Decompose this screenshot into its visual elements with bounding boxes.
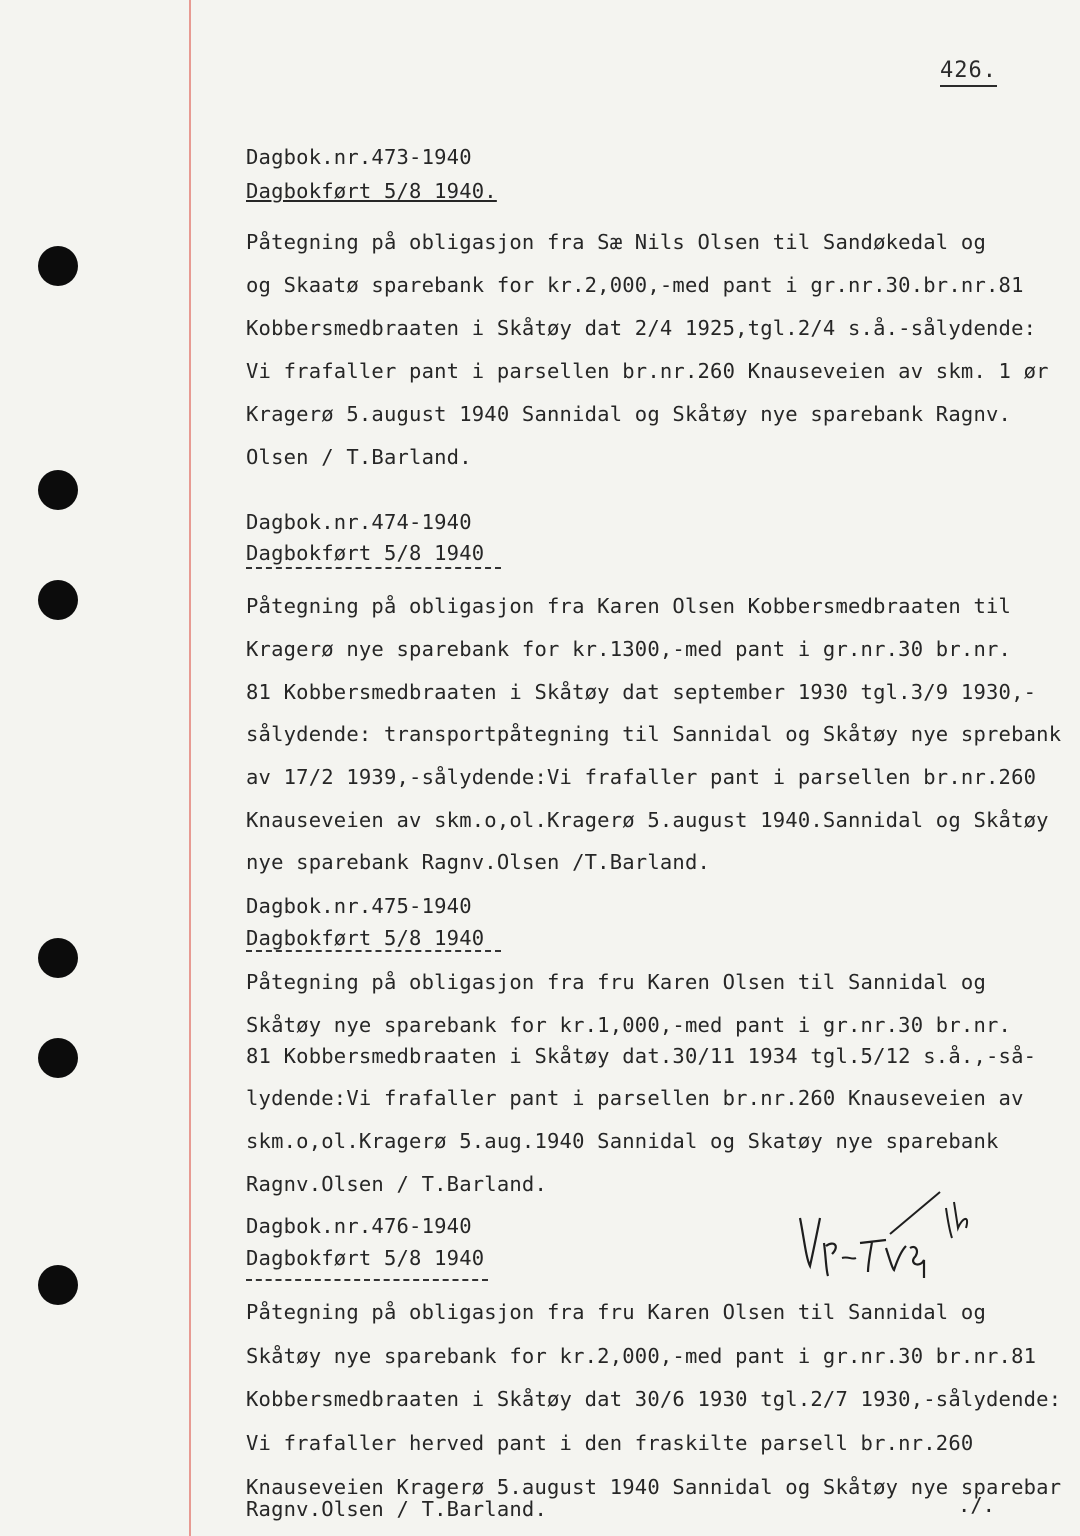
punch-hole <box>38 470 78 510</box>
entry-line: sålydende: transportpåtegning til Sannidal og Skåtøy nye sprebank <box>246 722 1062 746</box>
diary-number: Dagbok.nr.476-1940 <box>246 1214 472 1238</box>
dashed-rule <box>246 1279 488 1281</box>
closing-mark: ./. <box>958 1493 996 1517</box>
entry-line: Kobbersmedbraaten i Skåtøy dat 30/6 1930 tgl.2/7 1930,-sålydende: <box>246 1387 1062 1411</box>
dashed-rule <box>246 950 501 952</box>
diary-number: Dagbok.nr.474-1940 <box>246 510 472 534</box>
punch-hole <box>38 1265 78 1305</box>
entry-line: Påtegning på obligasjon fra Karen Olsen Kobbersmedbraaten til <box>246 594 1012 618</box>
entry-line: Skåtøy nye sparebank for kr.1,000,-med pant i gr.nr.30 br.nr. <box>246 1013 1012 1037</box>
entry-line: 81 Kobbersmedbraaten i Skåtøy dat.30/11 1934 tgl.5/12 s.å.,-så- <box>246 1044 1037 1068</box>
dashed-rule <box>246 567 501 569</box>
entry-line: Vi frafaller herved pant i den fraskilte parsell br.nr.260 <box>246 1431 974 1455</box>
diary-number: Dagbok.nr.473-1940 <box>246 145 472 169</box>
margin-rule <box>189 0 191 1536</box>
entry-line: Kragerø nye sparebank for kr.1300,-med pant i gr.nr.30 br.nr. <box>246 637 1012 661</box>
entry-line: Påtegning på obligasjon fra Sæ Nils Olsen til Sandøkedal og <box>246 230 986 254</box>
punch-hole <box>38 246 78 286</box>
entry-line: Vi frafaller pant i parsellen br.nr.260 Knauseveien av skm. 1 ør <box>246 359 1049 383</box>
entry-line: Kragerø 5.august 1940 Sannidal og Skåtøy nye sparebank Ragnv. <box>246 402 1012 426</box>
entry-line: Ragnv.Olsen / T.Barland. <box>246 1172 548 1196</box>
punch-hole <box>38 1038 78 1078</box>
entry-line: og Skaatø sparebank for kr.2,000,-med pant i gr.nr.30.br.nr.81 <box>246 273 1024 297</box>
entry-line: 81 Kobbersmedbraaten i Skåtøy dat september 1930 tgl.3/9 1930,- <box>246 680 1037 704</box>
recorded-date: Dagbokført 5/8 1940. <box>246 179 497 203</box>
page-number: 426. <box>940 58 997 87</box>
entry-line: Ragnv.Olsen / T.Barland. <box>246 1497 548 1521</box>
entry-line: Påtegning på obligasjon fra fru Karen Olsen til Sannidal og <box>246 970 986 994</box>
recorded-date: Dagbokført 5/8 1940 <box>246 541 485 565</box>
entry-line: Kobbersmedbraaten i Skåtøy dat 2/4 1925,tgl.2/4 s.å.-sålydende: <box>246 316 1037 340</box>
recorded-date: Dagbokført 5/8 1940 <box>246 926 485 950</box>
diary-number: Dagbok.nr.475-1940 <box>246 894 472 918</box>
entry-line: av 17/2 1939,-sålydende:Vi frafaller pant i parsellen br.nr.260 <box>246 765 1037 789</box>
entry-line: Skåtøy nye sparebank for kr.2,000,-med pant i gr.nr.30 br.nr.81 <box>246 1344 1037 1368</box>
entry-line: Olsen / T.Barland. <box>246 445 472 469</box>
entry-line: skm.o,ol.Kragerø 5.aug.1940 Sannidal og Skatøy nye sparebank <box>246 1129 999 1153</box>
entry-line: nye sparebank Ragnv.Olsen /T.Barland. <box>246 850 711 874</box>
entry-line: lydende:Vi frafaller pant i parsellen br.nr.260 Knauseveien av <box>246 1086 1024 1110</box>
entry-line: Knauseveien Kragerø 5.august 1940 Sannidal og Skåtøy nye sparebar <box>246 1475 1062 1499</box>
punch-hole <box>38 938 78 978</box>
punch-hole <box>38 580 78 620</box>
entry-line: Knauseveien av skm.o,ol.Kragerø 5.august 1940.Sannidal og Skåtøy <box>246 808 1049 832</box>
recorded-date: Dagbokført 5/8 1940 <box>246 1246 485 1270</box>
entry-line: Påtegning på obligasjon fra fru Karen Olsen til Sannidal og <box>246 1300 986 1324</box>
